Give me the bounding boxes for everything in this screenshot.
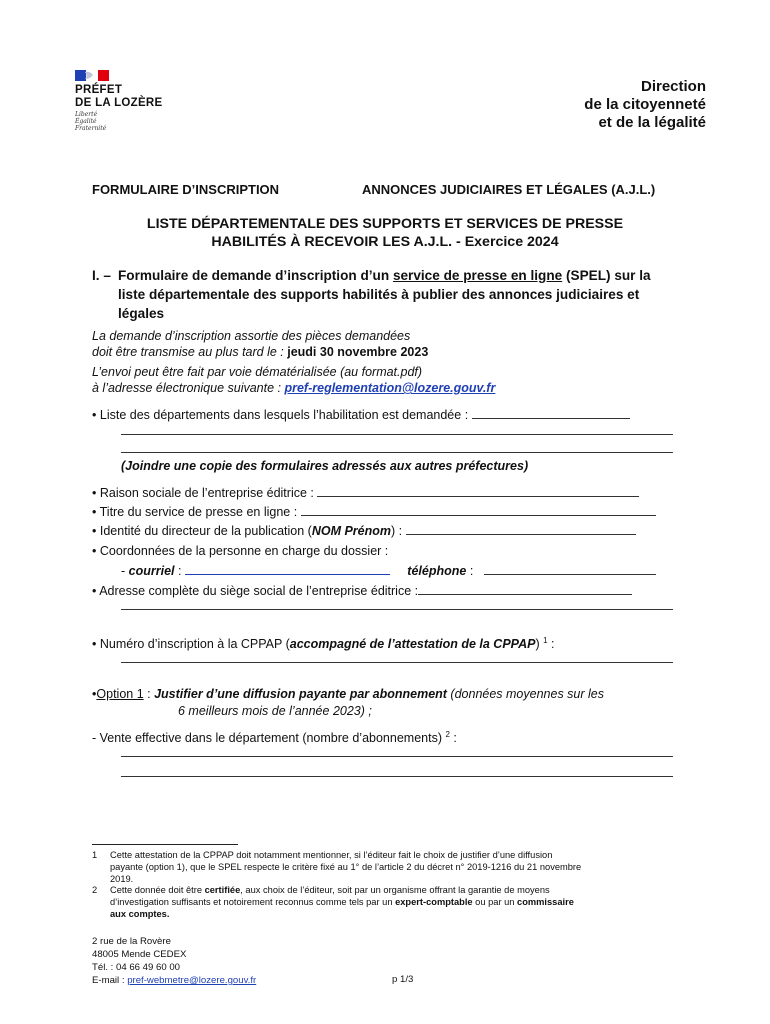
footnote-1-line-1: Cette attestation de la CPPAP doit notamment mentionner, si l’éditeur fait le choix de justifier d’une diffusion <box>110 850 553 860</box>
footnote-1 <box>92 849 680 885</box>
titre-input[interactable] <box>301 504 656 516</box>
footnote-1-line-3: 2019. <box>110 874 134 884</box>
field-identite-label-a: Identité du directeur de la publication ( <box>99 524 312 538</box>
motto-egalite: Égalité <box>75 118 97 126</box>
section-heading <box>92 266 692 323</box>
bullet-icon: • <box>92 687 97 701</box>
bullet-icon: • <box>92 637 97 652</box>
departements-line-3[interactable] <box>121 452 673 453</box>
footer-email-label: E-mail : <box>92 975 128 986</box>
page-number: p 1/3 <box>392 974 414 985</box>
field-raison-sociale <box>92 485 639 501</box>
bullet-icon: • <box>92 544 97 558</box>
submission-line-2: à l’adresse électronique suivante : <box>92 381 285 395</box>
footnote-2-bold-commissaire: commissaire <box>517 897 574 907</box>
option-text-1: (données moyennes sur les <box>446 687 604 701</box>
footnote-2-text-d: d’investigation suffisants et notoirement reconnus comme tels par un <box>110 897 396 907</box>
footer-address-line-1: 2 rue de la Rovère <box>92 936 171 947</box>
field-adresse-label: Adresse complète du siège social de l’entreprise éditrice : <box>99 584 419 598</box>
field-identite <box>92 523 636 539</box>
direction-line-1: Direction <box>640 78 706 95</box>
footnote-ref-2[interactable]: 2 <box>445 730 450 739</box>
footnote-2-text-a: Cette donnée doit être <box>110 885 205 895</box>
field-cppap: • Numéro d’inscription à la CPPAP (accompagné de l’attestation de la CPPAP) $^1$ : <box>92 636 555 652</box>
departements-line-2[interactable] <box>121 434 673 435</box>
field-adresse <box>92 583 632 599</box>
footnote-ref-1[interactable]: 1 <box>543 636 548 645</box>
footer-phone: Tél. : 04 66 49 60 00 <box>92 962 181 973</box>
footer-email-link[interactable]: pref-webmetre@lozere.gouv.fr <box>127 975 257 986</box>
section-number: I. – <box>92 268 111 283</box>
deadline-block <box>92 328 428 360</box>
joindre-text: Joindre une copie des formulaires adressés aux autres préfectures <box>125 459 524 473</box>
section-underlined-text: service de presse en ligne <box>392 268 563 283</box>
vente-line-2[interactable] <box>121 776 673 777</box>
field-courriel-telephone: - courriel : téléphone : <box>121 563 656 579</box>
section-line-3: légales <box>118 306 165 321</box>
submission-email-link[interactable]: pref-reglementation@lozere.gouv.fr <box>284 381 496 395</box>
direction-block <box>584 78 706 132</box>
bullet-icon: • <box>92 505 97 519</box>
option-label: Option 1 <box>96 687 144 701</box>
adresse-line-2[interactable] <box>121 609 673 610</box>
departements-input[interactable] <box>472 407 630 419</box>
logo-line-2: DE LA LOZÈRE <box>75 97 163 109</box>
bullet-icon: • <box>92 584 97 598</box>
field-cppap-label-b: accompagné de l’attestation de la CPPAP <box>289 637 536 652</box>
bullet-icon: • <box>92 408 97 422</box>
direction-line-2: de la citoyenneté <box>584 96 706 113</box>
field-coordonnees <box>92 543 388 559</box>
field-departements <box>92 407 630 423</box>
direction-line-3: et de la légalité <box>598 114 706 131</box>
prefecture-logo-text <box>75 84 163 110</box>
deadline-line-2: doit être transmise au plus tard le : <box>92 345 288 359</box>
bullet-icon: • <box>92 524 97 538</box>
field-identite-label-b: NOM Prénom <box>311 524 392 538</box>
field-cppap-label-a: Numéro d’inscription à la CPPAP ( <box>99 637 290 652</box>
field-vente-label: - Vente effective dans le département (nombre d’abonnements) <box>92 731 446 746</box>
field-vente: - Vente effective dans le département (nombre d’abonnements) $^2$ : <box>92 730 457 746</box>
joindre-note: (Joindre une copie des formulaires adressés aux autres préfectures) <box>121 459 529 473</box>
footnote-2-bold-expert: expert-comptable <box>395 897 473 907</box>
vente-line-1[interactable] <box>121 756 673 757</box>
submission-block <box>92 364 495 396</box>
form-label: FORMULAIRE D’INSCRIPTION <box>92 182 280 197</box>
footnote-2-number: 2 <box>92 885 98 895</box>
field-courriel-label: courriel <box>128 564 175 578</box>
option-1: •Option 1 : Justifier d’une diffusion payante par abonnement (données moyennes sur les <box>92 687 604 701</box>
section-text-a: Formulaire de demande d’inscription d’un <box>118 268 393 283</box>
adresse-input[interactable] <box>418 583 632 595</box>
section-line-2: liste départementale des supports habilités à publier des annonces judiciaires et <box>118 287 640 302</box>
footnote-1-number: 1 <box>92 850 98 860</box>
option-bold-text: Justifier d’une diffusion payante par abonnement <box>154 687 447 701</box>
raison-input[interactable] <box>317 485 639 497</box>
field-identite-label-c: ) : <box>391 524 406 538</box>
footnote-2-bold-certifiee: certifiée <box>204 885 241 895</box>
logo-line-1: PRÉFET <box>75 84 123 96</box>
cppap-input-line[interactable] <box>121 662 673 663</box>
motto-fraternite: Fraternité <box>75 125 107 133</box>
marianne-flag-logo <box>75 70 109 81</box>
main-title <box>90 216 680 251</box>
field-titre-label: Titre du service de presse en ligne : <box>99 505 301 519</box>
main-title-line-2: HABILITÉS À RECEVOIR LES A.J.L. - Exercice 2024 <box>211 233 559 250</box>
field-departements-label: Liste des départements dans lesquels l’habilitation est demandée : <box>99 408 472 422</box>
footnote-1-line-2: payante (option 1), que le SPEL respecte le critère fixé au 1° de l’article 2 du décret n° 2019-1216 du 21 novembre <box>110 862 582 872</box>
courriel-input[interactable] <box>185 563 390 575</box>
footnote-2-text-f: ou par un <box>472 897 518 907</box>
footnote-2-bold-comptes: aux comptes. <box>110 909 170 919</box>
footer-address <box>92 935 256 987</box>
motto-liberte: Liberté <box>75 111 98 118</box>
form-subject: ANNONCES JUDICIAIRES ET LÉGALES (A.J.L.) <box>362 182 656 197</box>
field-telephone-label: téléphone <box>407 564 467 578</box>
footer-address-line-2: 48005 Mende CEDEX <box>92 949 187 960</box>
telephone-input[interactable] <box>484 563 656 575</box>
bullet-icon: • <box>92 486 97 500</box>
main-title-line-1: LISTE DÉPARTEMENTALE DES SUPPORTS ET SERVICES DE PRESSE <box>146 216 624 232</box>
republic-motto <box>75 111 106 133</box>
field-coordonnees-label: Coordonnées de la personne en charge du dossier : <box>99 544 389 558</box>
footnote-2 <box>92 884 680 920</box>
field-titre <box>92 504 656 520</box>
deadline-date: jeudi 30 novembre 2023 <box>287 345 429 359</box>
identite-input[interactable] <box>406 523 636 535</box>
field-cppap-label-c: ) <box>535 637 544 652</box>
footnote-2-text-c: , aux choix de l’éditeur, soit par un organisme offrant la garantie de moyens <box>240 885 550 895</box>
footnote-separator <box>92 844 238 845</box>
option-text-2: 6 meilleurs mois de l’année 2023) ; <box>178 704 372 718</box>
deadline-line-1: La demande d’inscription assortie des pièces demandées <box>92 329 411 343</box>
field-raison-label: Raison sociale de l’entreprise éditrice : <box>99 486 318 500</box>
section-text-b: (SPEL) sur la <box>562 268 651 283</box>
submission-line-1: L’envoi peut être fait par voie dématérialisée (au format.pdf) <box>92 365 423 379</box>
